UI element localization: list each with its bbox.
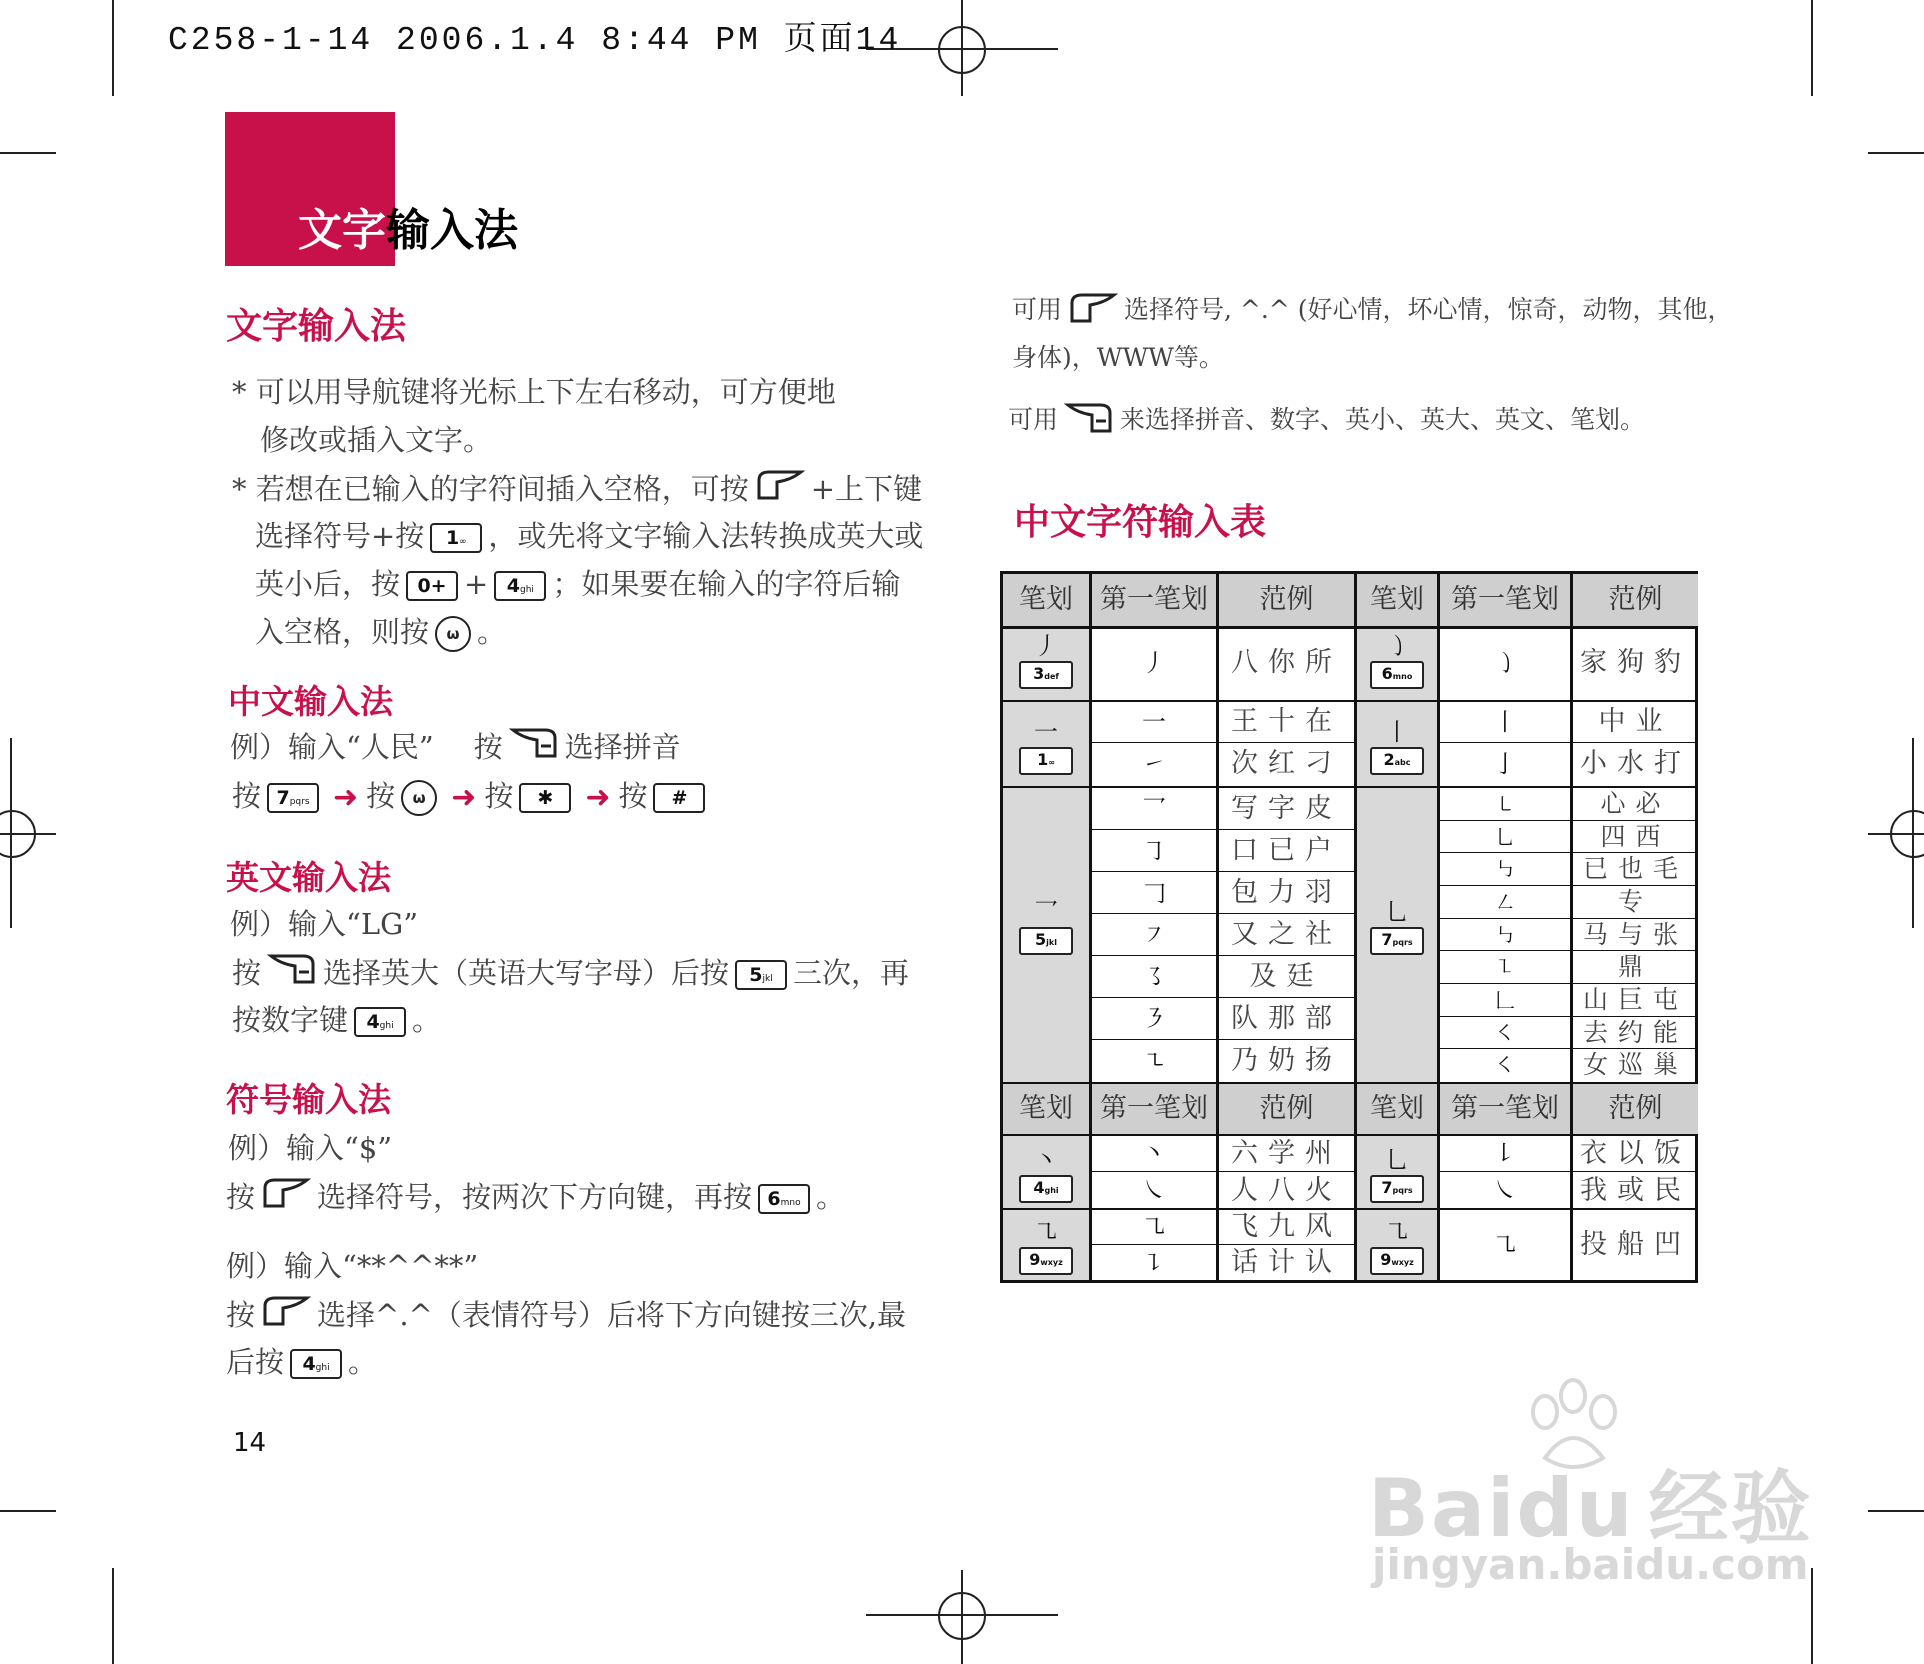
registration-circle — [938, 26, 986, 74]
stroke-cell: ㇈ 9wxyz — [1003, 1210, 1089, 1280]
left-softkey-icon — [261, 1294, 311, 1340]
table-divider — [1003, 700, 1695, 702]
symbol-example1: 例）输入“$” — [228, 1131, 393, 1165]
first-stroke-cell: 𠃌 — [1092, 872, 1216, 914]
example-cell: 写字皮 — [1219, 788, 1354, 830]
first-stroke-cell: 丶 — [1142, 1139, 1166, 1167]
first-stroke-cell: ㇅ — [1440, 951, 1570, 984]
english-example: 例）输入“LG” — [230, 907, 419, 941]
first-stroke-cell: ㇌ — [1092, 956, 1216, 998]
first-stroke-cell: 一 — [1142, 708, 1166, 736]
table-divider — [1003, 1208, 1695, 1210]
table-divider — [1003, 1134, 1695, 1136]
key-4-icon: 4ghi — [290, 1349, 342, 1379]
example-cell: 已也毛 — [1573, 853, 1698, 886]
example-cell: 又之社 — [1219, 914, 1354, 956]
table-heading: 中文字符输入表 — [1014, 502, 1267, 543]
bullet1-line1: * 可以用导航键将光标上下左右移动，可方便地 — [232, 375, 836, 409]
section-heading-symbol: 符号输入法 — [226, 1080, 391, 1119]
first-stroke-cell: ㇏ — [1142, 1176, 1166, 1204]
first-stroke-cell: ㇄ — [1440, 788, 1570, 821]
example-cell: 次红刁 — [1231, 748, 1342, 779]
first-stroke-cell: ㇉ — [1440, 853, 1570, 886]
key-hash-icon: # — [653, 783, 705, 813]
print-info: C258-1-14 2006.1.4 8:44 PM 页面14 — [168, 22, 902, 59]
right-line1: 可用 选择符号, ^.^ (好心情，坏心情，惊奇，动物，其他， — [1012, 290, 1732, 333]
key-1-icon: 1∞ — [430, 523, 482, 553]
first-stroke-cell: 乚 — [1440, 821, 1570, 854]
key-7-icon: 7pqrs — [267, 783, 319, 813]
key-7-icon: 7pqrs — [1370, 927, 1424, 955]
example-cell: 女巡巢 — [1582, 1050, 1688, 1080]
nav-ok-key-icon: ω — [401, 780, 437, 816]
first-stroke-cell: ㇈ — [1493, 1231, 1517, 1259]
first-stroke-cell: ㇉ — [1440, 919, 1570, 952]
first-stroke-cell: 丿 — [1142, 649, 1166, 677]
table-divider — [1092, 1171, 1354, 1172]
first-stroke-cell: ㇋ — [1092, 998, 1216, 1040]
symbol-example2: 例）输入“**^^**” — [226, 1249, 479, 1283]
right-softkey-icon — [1064, 401, 1114, 443]
key-4-icon: 4ghi — [1019, 1175, 1073, 1203]
table-header: 笔划 — [1357, 574, 1437, 626]
key-0-icon: 0+ — [406, 571, 458, 601]
first-stroke-cell: ㇊ — [1142, 1249, 1166, 1277]
bullet2-line2: 选择符号+按 1∞ ，或先将文字输入法转换成英大或 — [255, 519, 924, 553]
crop-mark — [112, 1568, 114, 1664]
table-header: 第一笔划 — [1440, 574, 1570, 626]
example-cell: 中业 — [1598, 706, 1673, 737]
registration-circle — [0, 810, 36, 858]
table-header: 笔划 — [1003, 574, 1089, 626]
stroke-cell: 乚 7pqrs — [1357, 788, 1437, 1082]
table-header: 范例 — [1219, 574, 1354, 626]
table-header: 第一笔划 — [1092, 574, 1216, 626]
example-cell: 我或民 — [1580, 1175, 1691, 1206]
watermark-url: jingyan.baidu.com — [1372, 1540, 1809, 1589]
key-1-icon: 1∞ — [1019, 747, 1073, 775]
first-stroke-cell: 丨 — [1493, 708, 1517, 736]
example-cell: 马与张 — [1573, 919, 1698, 952]
watermark-logo: Baidu 经验 — [1368, 1462, 1813, 1555]
table-header: 范例 — [1219, 1084, 1354, 1134]
example-cell: 口已户 — [1219, 830, 1354, 872]
example-cell: 鼎 — [1573, 951, 1698, 984]
first-stroke-cell: ㇙ — [1493, 1139, 1517, 1167]
right-softkey-icon — [267, 952, 317, 998]
stroke-cell: ㇁ 6mno — [1357, 626, 1437, 700]
nav-ok-key-icon: ω — [435, 616, 471, 652]
example-cell: 包力羽 — [1219, 872, 1354, 914]
stroke-table — [1000, 571, 1698, 1283]
table-divider — [1570, 574, 1573, 1280]
example-cell: 及廷 — [1219, 956, 1354, 998]
stroke-cell: 乛 5jkl — [1003, 788, 1089, 1082]
crop-mark — [1868, 1510, 1924, 1512]
table-divider — [1003, 786, 1695, 788]
chinese-example: 例）输入“人民” 按 选择拼音 — [230, 726, 681, 772]
stroke-cell: 一 1∞ — [1003, 702, 1089, 786]
crop-mark — [112, 0, 114, 96]
example-cell: 话计认 — [1231, 1247, 1342, 1278]
key-9-icon: 9wxyz — [1019, 1247, 1073, 1275]
first-stroke-cell: ㇆ — [1092, 830, 1216, 872]
crop-mark — [1811, 1568, 1813, 1664]
arrow-right-icon: ➜ — [451, 780, 477, 815]
key-4-icon: 4ghi — [354, 1007, 406, 1037]
table-divider — [1437, 574, 1440, 1280]
table-divider — [1089, 574, 1092, 1280]
crop-mark — [1868, 152, 1924, 154]
crop-mark — [0, 1510, 56, 1512]
first-stroke-cell: 𠃊 — [1440, 984, 1570, 1017]
page-number: 14 — [233, 1428, 267, 1458]
symbol-line2: 按 选择符号，按两次下方向键，再按 6mno 。 — [226, 1176, 845, 1222]
first-stroke-cell: ㇇ — [1092, 914, 1216, 956]
stroke-cell: 丿 3def — [1003, 626, 1089, 700]
key-6-icon: 6mno — [1370, 661, 1424, 689]
section-heading-english: 英文输入法 — [226, 858, 391, 897]
table-divider — [1216, 574, 1219, 1280]
example-cell: 队那部 — [1219, 998, 1354, 1040]
example-cell: 六学州 — [1231, 1138, 1342, 1169]
table-header: 范例 — [1573, 1084, 1698, 1134]
first-stroke-cell: 乛 — [1092, 788, 1216, 830]
bullet2-line3: 英小后，按 0+ + 4ghi ；如果要在输入的字符后输 — [255, 567, 901, 601]
example-cell: 家狗豹 — [1580, 647, 1691, 678]
example-cell: 人八火 — [1231, 1175, 1342, 1206]
table-divider — [1003, 1082, 1695, 1084]
key-5-icon: 5jkl — [1019, 927, 1073, 955]
right-line2: 身体)，WWW等。 — [1012, 343, 1224, 372]
stroke-cell: ㇈ 9wxyz — [1357, 1210, 1437, 1280]
example-cell: 去约能 — [1573, 1017, 1698, 1050]
table-divider — [1092, 1244, 1354, 1245]
table-header: 第一笔划 — [1440, 1084, 1570, 1134]
key-7-icon: 7pqrs — [1370, 1175, 1424, 1203]
first-stroke-cell: ㇏ — [1493, 1176, 1517, 1204]
example-cell: 乃奶扬 — [1231, 1045, 1342, 1076]
example-cell: 心必 — [1573, 788, 1698, 821]
example-cell: 小水打 — [1580, 748, 1691, 779]
chinese-sequence: 按 7pqrs ➜ 按 ω ➜ 按 ✱ ➜ 按 # — [232, 776, 711, 818]
key-6-icon: 6mno — [758, 1184, 810, 1214]
symbol-line4: 按 选择^.^（表情符号）后将下方向键按三次,最 — [226, 1294, 906, 1340]
example-cell: 投船凹 — [1580, 1229, 1691, 1260]
bullet1-line2: 修改或插入文字。 — [260, 423, 493, 457]
left-softkey-icon — [755, 468, 805, 514]
first-stroke-cell: ㇍ — [1142, 1047, 1166, 1075]
stroke-cell: 乚 7pqrs — [1357, 1136, 1437, 1208]
example-cell: 八你所 — [1231, 647, 1342, 678]
registration-circle — [1890, 810, 1924, 858]
key-9-icon: 9wxyz — [1370, 1247, 1424, 1275]
key-4-icon: 4ghi — [494, 571, 546, 601]
table-divider — [1092, 742, 1354, 743]
example-cell: 专 — [1573, 886, 1698, 919]
left-softkey-icon — [1068, 291, 1118, 333]
english-line3: 按数字键 4ghi 。 — [232, 1003, 442, 1037]
english-line2: 按 选择英大（英语大写字母）后按 5jkl 三次，再 — [232, 952, 909, 998]
section-heading-text-input: 文字输入法 — [226, 306, 407, 347]
stroke-cell: 丨 2abc — [1357, 702, 1437, 786]
table-header: 笔划 — [1357, 1084, 1437, 1134]
section-heading-chinese: 中文输入法 — [228, 682, 393, 721]
example-cell: 飞九风 — [1231, 1211, 1342, 1242]
key-2-icon: 2abc — [1370, 747, 1424, 775]
right-softkey-icon — [509, 726, 559, 772]
stroke-cell: 丶 4ghi — [1003, 1136, 1089, 1208]
key-star-icon: ✱ — [519, 783, 571, 813]
first-stroke-cell: ㇈ — [1142, 1213, 1166, 1241]
arrow-right-icon: ➜ — [333, 780, 359, 815]
symbol-line5: 后按 4ghi 。 — [226, 1345, 378, 1379]
crop-mark — [0, 152, 56, 154]
paw-icon — [1515, 1378, 1635, 1478]
example-cell: 王十在 — [1231, 706, 1342, 737]
bullet2-line4: 入空格，则按 ω 。 — [255, 612, 506, 652]
example-cell: 衣以饭 — [1580, 1138, 1691, 1169]
table-divider — [1440, 742, 1695, 743]
first-stroke-cell: ㇛ — [1495, 1053, 1515, 1078]
key-5-icon: 5jkl — [735, 960, 787, 990]
first-stroke-cell: ㇁ — [1493, 649, 1517, 677]
key-3-icon: 3def — [1019, 661, 1073, 689]
left-softkey-icon — [261, 1176, 311, 1222]
table-divider — [1354, 574, 1357, 1280]
example-cell: 四西 — [1573, 821, 1698, 854]
first-stroke-cell: ㇜ — [1440, 886, 1570, 919]
table-header: 笔划 — [1003, 1084, 1089, 1134]
arrow-right-icon: ➜ — [585, 780, 611, 815]
crop-mark — [1811, 0, 1813, 96]
table-header: 第一笔划 — [1092, 1084, 1216, 1134]
first-stroke-cell: 亅 — [1493, 750, 1517, 778]
page-title: 文字输入法 — [298, 205, 518, 256]
table-header: 范例 — [1573, 574, 1698, 626]
registration-circle — [938, 1592, 986, 1640]
right-line3: 可用 来选择拼音、数字、英小、英大、英文、笔划。 — [1008, 400, 1645, 443]
table-divider — [1440, 1171, 1695, 1172]
first-stroke-cell: ㇛ — [1440, 1017, 1570, 1050]
first-stroke-cell: ㇀ — [1142, 750, 1166, 778]
example-cell: 山巨屯 — [1573, 984, 1698, 1017]
bullet2-line1: * 若想在已输入的字符间插入空格，可按 +上下键 — [232, 468, 922, 514]
table-divider — [1003, 626, 1695, 629]
